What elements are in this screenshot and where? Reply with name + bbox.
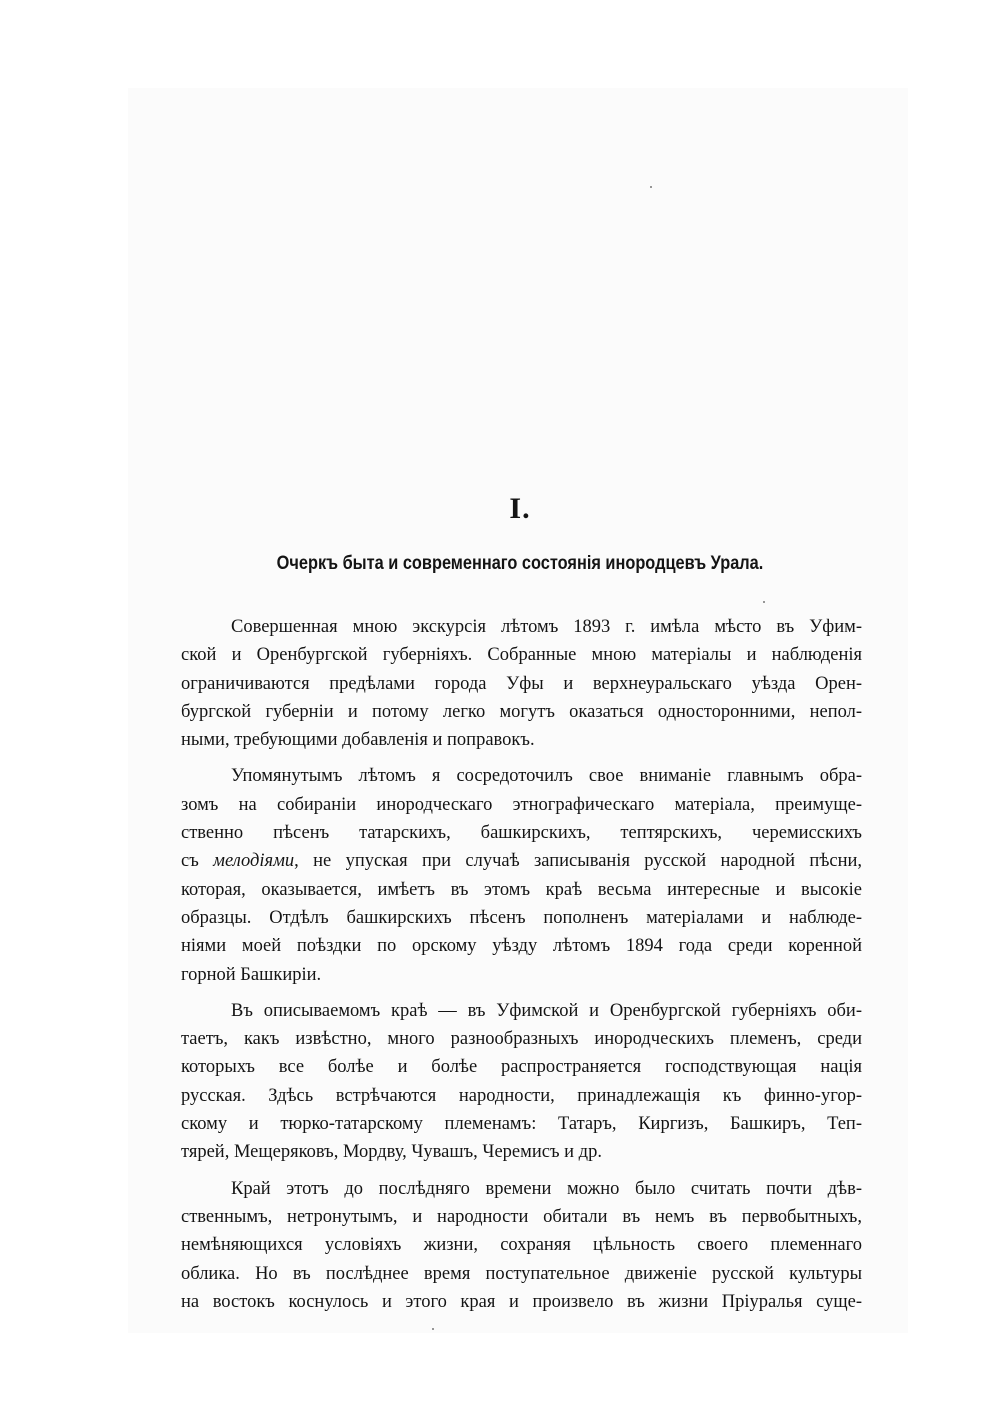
text-line: ственно пѣсенъ татарскихъ, башкирскихъ, тептярскихъ, черемисскихъ	[181, 823, 862, 844]
text-line: которыхъ все болѣе и болѣе распространяется господствующая нація	[181, 1057, 862, 1078]
italic-word: мелодіями	[213, 851, 295, 872]
text-line: облика. Но въ послѣднее время поступательное движеніе русской культуры	[181, 1263, 862, 1284]
paragraph-2	[181, 762, 862, 988]
text-line: ными, требующими добавленія и поправокъ.	[181, 730, 535, 751]
paragraph-4	[181, 1175, 862, 1316]
text-line: на востокъ коснулось и этого края и произвело въ жизни Пріуралья суще-	[181, 1291, 862, 1312]
scan-speck	[650, 186, 652, 188]
text-line: ограничиваются предѣлами города Уфы и верхнеуральскаго уѣзда Орен-	[181, 673, 862, 694]
text-line: образцы. Отдѣлъ башкирскихъ пѣсенъ пополненъ матеріалами и наблюде-	[181, 907, 862, 928]
text-segment: , не упуская при случаѣ записыванія русской народной пѣсни,	[294, 851, 862, 872]
text-line: Край этотъ до послѣдняго времени можно было считать почти дѣв-	[231, 1178, 862, 1199]
text-line: горной Башкиріи.	[181, 964, 322, 985]
paragraph-3	[181, 997, 862, 1167]
scan-speck	[763, 601, 765, 603]
chapter-number: I.	[509, 492, 531, 525]
text-line: зомъ на собираніи инородческаго этнографическаго матеріала, преимуще-	[181, 794, 862, 815]
text-line: Въ описываемомъ краѣ — въ Уфимской и Оренбургской губерніяхъ оби-	[231, 1000, 862, 1021]
text-line: Упомянутымъ лѣтомъ я сосредоточилъ свое вниманіе главнымъ обра-	[231, 766, 862, 787]
text-line: русская. Здѣсь встрѣчаются народности, принадлежащія къ финно-угор-	[181, 1085, 862, 1106]
text-line: немѣняющихся условіяхъ жизни, сохраняя цѣльность своего племеннаго	[181, 1235, 862, 1256]
text-line: тярей, Мещеряковъ, Мордву, Чувашъ, Черемисъ и др.	[181, 1142, 602, 1163]
text-line-with-italic	[181, 847, 862, 875]
paragraph-1	[181, 613, 862, 754]
text-line: ской и Оренбургской губерніяхъ. Собранные мною матеріалы и наблюденія	[181, 645, 862, 666]
text-line: бургской губерніи и потому легко могутъ оказаться односторонними, непол-	[181, 701, 862, 722]
text-line: таетъ, какъ извѣстно, много разнообразныхъ инородческихъ племенъ, среди	[181, 1029, 862, 1050]
text-line: Совершенная мною экскурсія лѣтомъ 1893 г. имѣла мѣсто въ Уфим-	[231, 617, 862, 637]
text-line: ніями моей поѣздки по орскому уѣзду лѣтомъ 1894 года среди коренной	[181, 936, 862, 957]
text-segment: съ	[181, 851, 214, 872]
scan-speck	[432, 1328, 434, 1330]
chapter-title: Очеркъ быта и современнаго состоянія инородцевъ Урала.	[276, 553, 764, 574]
text-line: ственнымъ, нетронутымъ, и народности обитали въ немъ въ первобытныхъ,	[181, 1206, 862, 1227]
body-text	[181, 613, 862, 1316]
text-line: которая, оказывается, имѣетъ въ этомъ краѣ весьма интересные и высокіе	[181, 879, 862, 900]
text-line: скому и тюрко-татарскому племенамъ: Татаръ, Киргизъ, Башкиръ, Теп-	[181, 1114, 862, 1135]
